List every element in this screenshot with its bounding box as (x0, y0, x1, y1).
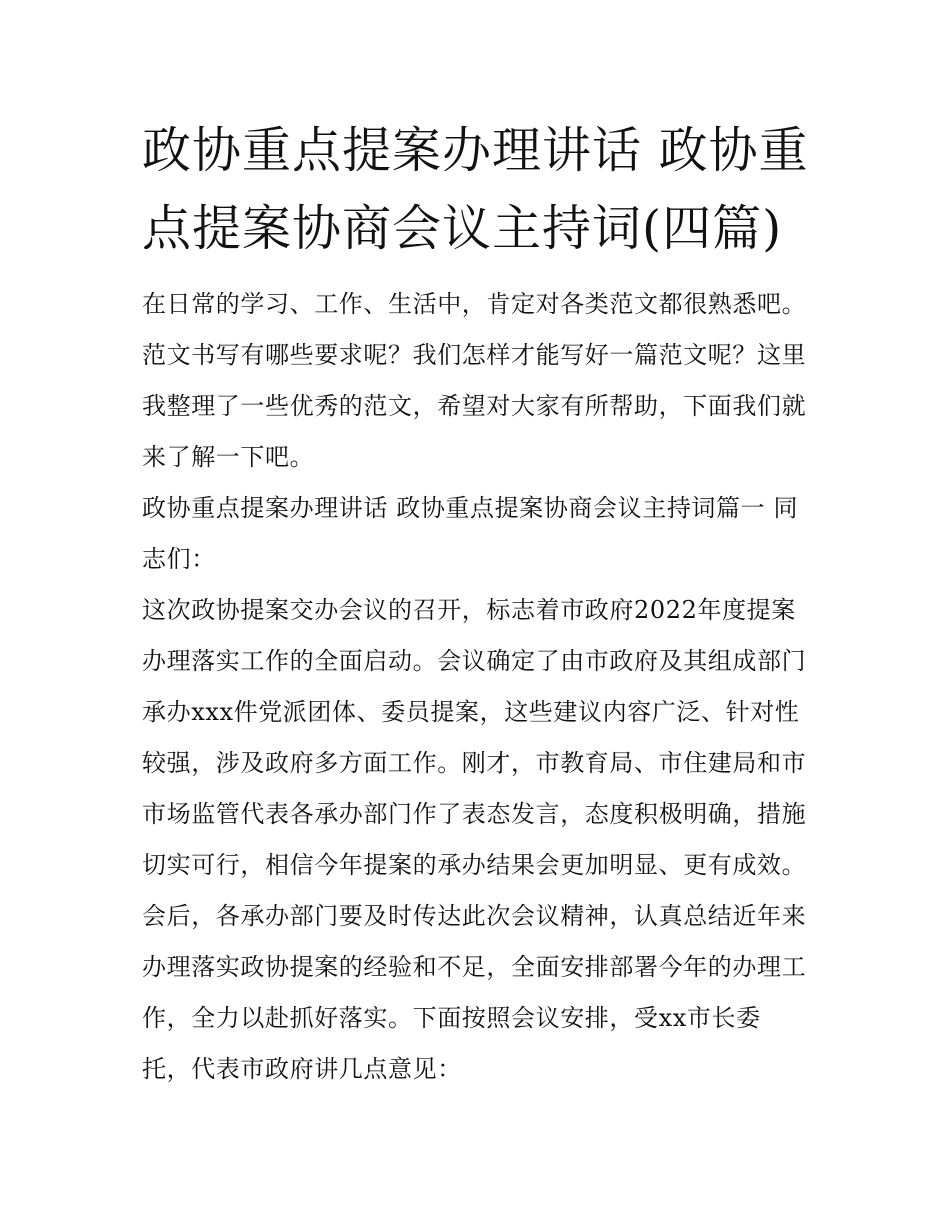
text-line: 会后，各承办部门要及时传达此次会议精神，认真总结近年来 (142, 902, 807, 930)
text-line: 承办xxx件党派团体、委员提案，这些建议内容广泛、针对性 (142, 698, 800, 726)
text-line: 作，全力以赴抓好落实。下面按照会议安排，受xx市长委 (142, 1004, 761, 1032)
body-text (142, 279, 814, 1095)
text-line: 切实可行，相信今年提案的承办结果会更加明显、更有成效。 (142, 851, 807, 879)
text-line: 办理落实政协提案的经验和不足，全面安排部署今年的办理工 (142, 953, 807, 981)
text-line: 在日常的学习、工作、生活中，肯定对各类范文都很熟悉吧。 (142, 290, 807, 318)
title-line: 政协重点提案办理讲话 政协重 (142, 122, 809, 179)
text-line: 办理落实工作的全面启动。会议确定了由市政府及其组成部门 (142, 647, 807, 675)
text-line: 市场监管代表各承办部门作了表态发言，态度积极明确，措施 (142, 800, 807, 828)
text-line: 托，代表市政府讲几点意见： (142, 1055, 462, 1083)
text-line: 政协重点提案办理讲话 政协重点提案协商会议主持词篇一 同 (142, 494, 799, 522)
text-line: 较强，涉及政府多方面工作。刚才，市教育局、市住建局和市 (142, 749, 807, 777)
text-line: 来了解一下吧。 (142, 443, 315, 471)
text-line: 志们： (142, 545, 216, 573)
text-line: 我整理了一些优秀的范文，希望对大家有所帮助，下面我们就 (142, 392, 807, 420)
text-line: 这次政协提案交办会议的召开，标志着市政府2022年度提案 (142, 596, 796, 624)
text-line: 范文书写有哪些要求呢？我们怎样才能写好一篇范文呢？这里 (142, 341, 807, 369)
document-title (142, 112, 822, 268)
title-line: 点提案协商会议主持词(四篇) (142, 200, 783, 257)
